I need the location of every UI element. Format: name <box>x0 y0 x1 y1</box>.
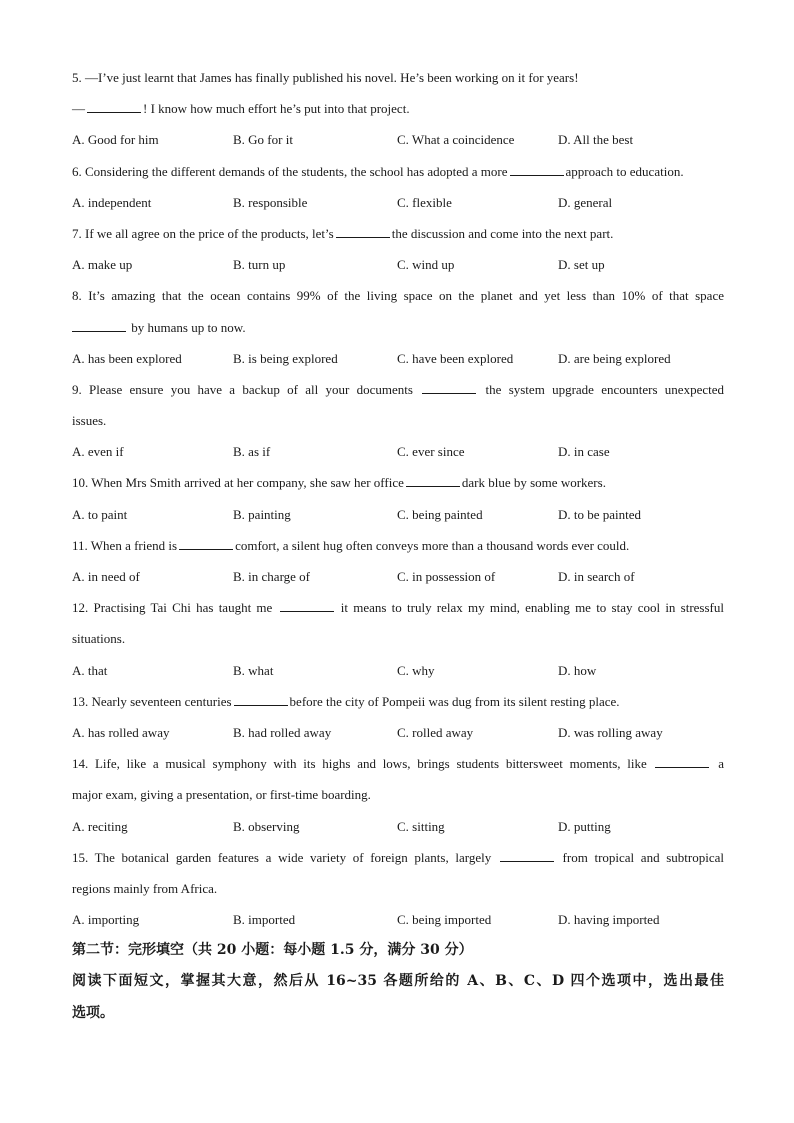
question-text: it means to truly relax my mind, enabling me to stay cool in stressful <box>340 600 724 616</box>
option-c: C. have been explored <box>397 350 514 366</box>
question-text: ! I know how much effort he’s put into that project. <box>143 101 410 117</box>
option-a: A. make up <box>72 257 133 273</box>
answer-blank <box>179 538 233 550</box>
option-c: C. being painted <box>397 506 483 522</box>
answer-blank <box>336 226 390 238</box>
question-text: 13. Nearly seventeen centuries <box>72 693 232 709</box>
section-heading: 第二节：完形填空（共 20 小题：每小题 1.5 分，满分 30 分） <box>72 942 473 959</box>
question-text: issues. <box>72 413 107 429</box>
exam-page <box>72 62 724 1029</box>
question-text: by humans up to now. <box>131 319 246 335</box>
question-10-options <box>72 499 724 530</box>
answer-blank <box>280 600 334 612</box>
question-8-options <box>72 343 724 374</box>
question-text: the discussion and come into the next part. <box>391 225 614 241</box>
question-12-line-1 <box>72 592 724 623</box>
question-text: dark blue by some workers. <box>461 475 606 491</box>
question-7-options <box>72 249 724 280</box>
question-8-line-1 <box>72 280 724 311</box>
question-5-options <box>72 124 724 155</box>
question-text: 7. If we all agree on the price of the products, let’s <box>72 225 334 241</box>
question-14-line-1 <box>72 748 724 779</box>
question-text: 15. The botanical garden features a wide variety of foreign plants, largely <box>72 849 492 865</box>
question-text: 5. —I’ve just learnt that James has finally published his novel. He’s been working on it for years! <box>72 70 579 85</box>
option-d: D. are being explored <box>558 350 671 366</box>
question-14-options <box>72 811 724 842</box>
question-6-options <box>72 187 724 218</box>
option-d: D. having imported <box>558 912 660 928</box>
question-6-line-1 <box>72 156 724 187</box>
answer-blank <box>500 850 554 862</box>
question-text: 11. When a friend is <box>72 537 178 553</box>
question-7-line-1 <box>72 218 724 249</box>
option-b: B. observing <box>233 818 300 834</box>
question-text: comfort, a silent hug often conveys more than a thousand words ever could. <box>235 537 630 553</box>
answer-blank <box>72 320 126 332</box>
question-15-line-2 <box>72 873 724 904</box>
option-a: A. independent <box>72 194 152 210</box>
question-5-line-1 <box>72 62 724 93</box>
question-15-line-1 <box>72 842 724 873</box>
question-12-line-2 <box>72 623 724 654</box>
option-a: A. that <box>72 662 108 678</box>
question-text: approach to education. <box>565 163 684 179</box>
option-d: D. in case <box>558 444 610 460</box>
question-13-line-1 <box>72 686 724 717</box>
question-14-line-2 <box>72 779 724 810</box>
question-text: a <box>718 756 724 772</box>
option-c: C. wind up <box>397 257 455 273</box>
option-b: B. imported <box>233 912 296 928</box>
question-text: the system upgrade encounters unexpected <box>485 381 724 397</box>
option-a: A. Good for him <box>72 132 159 148</box>
option-a: A. to paint <box>72 506 128 522</box>
question-text: 14. Life, like a musical symphony with its highs and lows, brings students bittersweet moments, like <box>72 756 647 772</box>
option-b: B. as if <box>233 444 271 460</box>
option-c: C. What a coincidence <box>397 132 515 148</box>
option-b: B. responsible <box>233 194 308 210</box>
question-text: situations. <box>72 631 126 647</box>
question-text: 10. When Mrs Smith arrived at her company, she saw her office <box>72 475 404 491</box>
answer-blank <box>234 694 288 706</box>
question-text: 12. Practising Tai Chi has taught me <box>72 600 273 616</box>
question-10-line-1 <box>72 467 724 498</box>
answer-blank <box>510 164 564 176</box>
option-a: A. importing <box>72 912 140 928</box>
option-d: D. was rolling away <box>558 724 663 740</box>
option-b: B. turn up <box>233 257 286 273</box>
question-text: major exam, giving a presentation, or first-time boarding. <box>72 787 371 803</box>
question-15-options <box>72 904 724 935</box>
question-text: 8. It’s amazing that the ocean contains 99% of the living space on the planet and yet less than 10% of that space <box>72 288 724 304</box>
answer-blank <box>422 382 476 394</box>
option-d: D. how <box>558 662 597 678</box>
question-text: 9. Please ensure you have a backup of all your documents <box>72 381 413 397</box>
question-13-options <box>72 717 724 748</box>
option-a: A. has been explored <box>72 350 182 366</box>
question-11-options <box>72 561 724 592</box>
question-text: before the city of Pompeii was dug from its silent resting place. <box>289 693 620 709</box>
option-c: C. flexible <box>397 194 452 210</box>
option-d: D. putting <box>558 818 611 834</box>
option-c: C. being imported <box>397 912 492 928</box>
answer-blank <box>655 756 709 768</box>
option-a: A. reciting <box>72 818 128 834</box>
answer-blank <box>87 101 141 113</box>
option-d: D. general <box>558 194 613 210</box>
option-b: B. Go for it <box>233 132 293 148</box>
option-a: A. even if <box>72 444 124 460</box>
option-c: C. sitting <box>397 818 445 834</box>
option-d: D. to be painted <box>558 506 642 522</box>
question-9-line-2 <box>72 405 724 436</box>
option-c: C. in possession of <box>397 569 496 584</box>
option-b: B. in charge of <box>233 569 311 584</box>
section-instruction-line-1: 阅读下面短文，掌握其大意，然后从 16~35 各题所给的 A、B、C、D 四个选项中，选出最佳 <box>72 973 724 990</box>
question-12-options <box>72 655 724 686</box>
question-text: regions mainly from Africa. <box>72 880 218 896</box>
question-8-line-2 <box>72 312 724 343</box>
option-b: B. painting <box>233 506 291 522</box>
option-d: D. All the best <box>558 132 634 148</box>
option-b: B. what <box>233 662 274 678</box>
option-a: A. has rolled away <box>72 724 170 740</box>
option-c: C. ever since <box>397 444 465 460</box>
question-text: from tropical and subtropical <box>562 849 724 865</box>
option-c: C. why <box>397 662 435 678</box>
option-b: B. had rolled away <box>233 724 332 740</box>
question-9-options <box>72 436 724 467</box>
option-c: C. rolled away <box>397 724 474 740</box>
question-text: — <box>72 101 85 117</box>
option-a: A. in need of <box>72 569 140 584</box>
section-instruction-line-2: 选项。 <box>72 1004 114 1021</box>
option-d: D. set up <box>558 257 605 273</box>
question-9-line-1 <box>72 374 724 405</box>
question-11-line-1 <box>72 530 724 561</box>
answer-blank <box>406 475 460 487</box>
question-text: 6. Considering the different demands of the students, the school has adopted a more <box>72 163 508 179</box>
option-d: D. in search of <box>558 569 635 584</box>
option-b: B. is being explored <box>233 350 338 366</box>
question-5-line-2 <box>72 93 724 124</box>
